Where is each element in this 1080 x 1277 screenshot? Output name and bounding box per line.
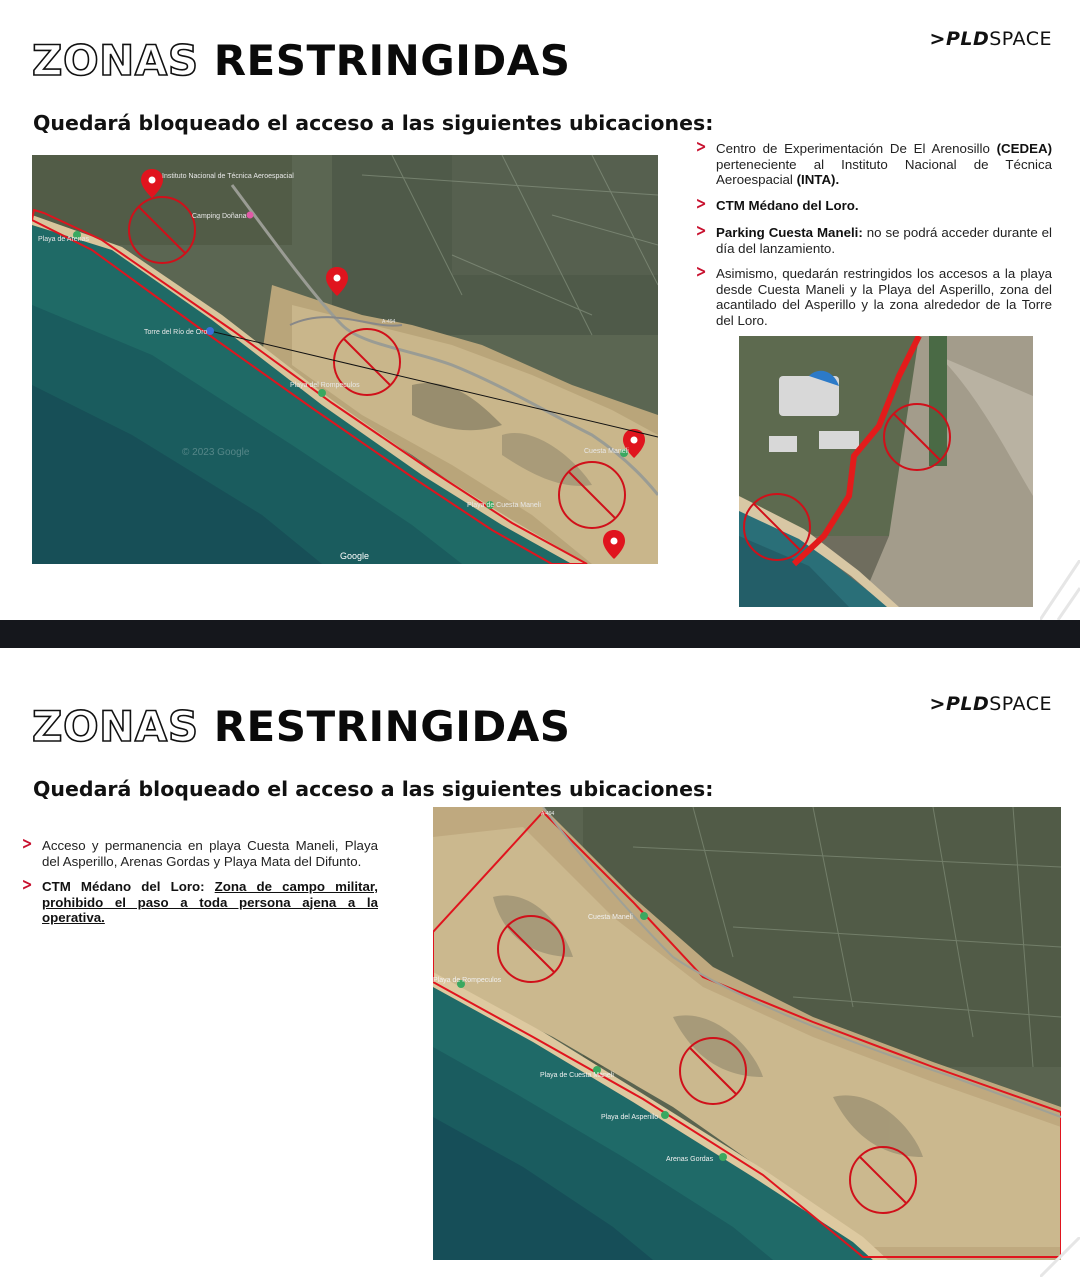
map-label-playa-left: Playa de Rompeculos (433, 977, 502, 984)
slide-separator (0, 620, 1080, 648)
subtitle: Quedará bloqueado el acceso a las siguientes ubicaciones: (33, 777, 714, 801)
map-watermark: © 2023 Google (182, 447, 250, 458)
map-label-playa-arenas: Playa de Arenas (38, 236, 89, 243)
slide-1 (0, 0, 1080, 620)
pld-space-logo (930, 28, 1052, 50)
bullet-item-asimismo (692, 262, 1052, 328)
decorative-lines (1040, 1237, 1080, 1277)
decorative-lines (1040, 560, 1080, 620)
title-outline-word: ZONAS (32, 36, 199, 85)
page-title (32, 702, 570, 751)
logo-chevron: > (929, 28, 946, 50)
logo-chevron: > (929, 693, 946, 715)
bullet-bold: (INTA). (796, 172, 840, 187)
slide-2 (0, 648, 1080, 1277)
pld-space-logo (930, 693, 1052, 715)
map-label-inta: Instituto Nacional de Técnica Aeroespacial (162, 173, 294, 180)
bullet-bold: Parking Cuesta Maneli: (716, 225, 863, 240)
map-label-arenas: Arenas Gordas (666, 1156, 714, 1163)
bullet-bold: CTM Médano del Loro. (716, 197, 859, 213)
bullet-item-playas (18, 834, 378, 869)
bullet-bold: CTM Médano del Loro: (42, 879, 215, 894)
bullet-bold: (CEDEA) (996, 141, 1052, 156)
map-label-playa-cuesta: Playa de Cuesta Maneli (540, 1072, 614, 1079)
map-label-playa-cuesta: Playa de Cuesta Maneli (467, 502, 541, 509)
bullet-item-ctm (692, 193, 1052, 214)
bullet-item-cedea (692, 137, 1052, 188)
satellite-map-coast (433, 807, 1061, 1260)
logo-pld: PLD (945, 693, 990, 715)
bullet-text: no se podrá acceder durante el día del lanzamiento. (716, 225, 1052, 256)
google-attribution: Google (340, 551, 370, 561)
bullet-text: Asimismo, quedarán restringidos los accesos a la playa desde Cuesta Maneli y la Playa del Asperillo, zona del acantilado del Asperillo y la zona alrededor de la Torre del Loro. (716, 266, 1052, 328)
map-label-torre: Torre del Río de Oro (144, 329, 208, 336)
bullet-text: Centro de Experimentación De El Arenosillo (716, 141, 997, 156)
map-label-road: A-494 (382, 319, 396, 325)
map-label-camping: Camping Doñana (192, 213, 247, 220)
logo-space: SPACE (989, 693, 1052, 715)
bullet-chevron-icon: > (695, 262, 707, 282)
map-label-road: A-494 (541, 811, 555, 817)
satellite-map-inset (739, 336, 1033, 607)
map-label-asperillo: Playa del Asperillo (601, 1114, 659, 1121)
bullet-chevron-icon: > (21, 875, 33, 895)
title-outline-word: ZONAS (32, 702, 199, 751)
satellite-map-main (32, 155, 658, 564)
map-label-cuesta: Cuesta Maneli (584, 448, 629, 455)
bullet-list-2 (18, 834, 378, 936)
bullet-item-parking (692, 221, 1052, 256)
bullet-list-1 (692, 137, 1052, 338)
page-title (32, 36, 570, 85)
bullet-bold-underline: Zona de campo militar, prohibido el paso a toda persona ajena a la operativa. (42, 879, 378, 925)
bullet-chevron-icon: > (695, 193, 707, 214)
subtitle: Quedará bloqueado el acceso a las siguientes ubicaciones: (33, 111, 714, 135)
logo-space: SPACE (989, 28, 1052, 50)
bullet-chevron-icon: > (695, 221, 707, 241)
map-label-playa-rompeculos: Playa del Rompeculos (290, 382, 360, 389)
bullet-chevron-icon: > (21, 834, 33, 854)
map-label-cuesta: Cuesta Maneli (588, 914, 633, 921)
title-solid-word: RESTRINGIDAS (213, 36, 571, 85)
bullet-text: perteneciente al Instituto Nacional de Técnica Aeroespacial (716, 156, 1052, 187)
bullet-text: Acceso y permanencia en playa Cuesta Maneli, Playa del Asperillo, Arenas Gordas y Playa Mata del Difunto. (42, 838, 378, 869)
bullet-chevron-icon: > (695, 137, 707, 157)
bullet-item-ctm (18, 875, 378, 926)
logo-pld: PLD (945, 28, 990, 50)
title-solid-word: RESTRINGIDAS (213, 702, 571, 751)
